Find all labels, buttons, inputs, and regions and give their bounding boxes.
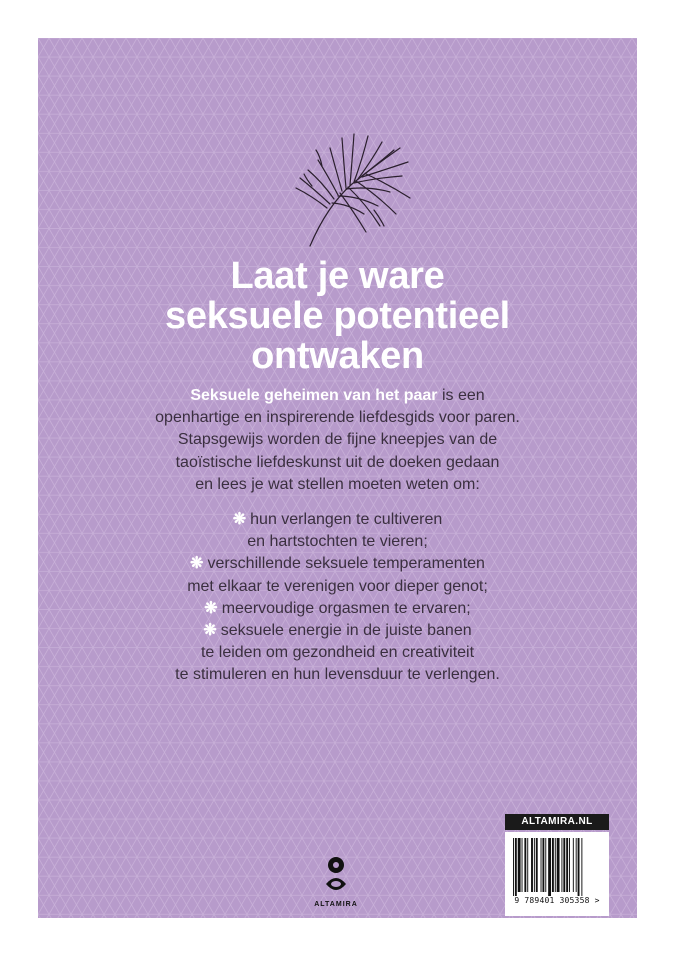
barcode-bar (555, 838, 556, 892)
barcode-bar (531, 838, 533, 892)
barcode-bar (563, 838, 565, 892)
bullet-star-icon: ❋ (204, 599, 218, 617)
bullet-list (38, 509, 637, 687)
barcode-bar (561, 838, 562, 892)
intro-line-4: taoïstische liefdeskunst uit de doeken gedaan (175, 453, 500, 471)
intro-line-5: en lees je wat stellen moeten weten om: (195, 475, 480, 493)
barcode-bar (573, 838, 574, 892)
feather-icon (282, 126, 422, 248)
bullet-2-line-2: met elkaar te verenigen voor dieper genot; (187, 577, 488, 595)
barcode-bar (524, 838, 526, 892)
barcode-bar (548, 838, 551, 896)
publisher-name: ALTAMIRA (314, 901, 358, 908)
barcode-bars (505, 832, 609, 896)
back-cover (38, 38, 637, 918)
intro-line-2: openhartige en inspirerende liefdesgids voor paren. (155, 409, 520, 427)
barcode-bar (545, 838, 546, 892)
bullet-star-icon: ❋ (232, 511, 247, 528)
barcode-bar (557, 838, 560, 892)
bullet-1-line-2: en hartstochten te vieren; (247, 533, 428, 551)
bullet-4-line-3: te stimuleren en hun levensduur te verlengen. (175, 666, 500, 684)
headline (38, 256, 637, 376)
bullet-1-line-1: hun verlangen te cultiveren (250, 511, 443, 528)
barcode-bar (515, 838, 517, 896)
publisher-logo (310, 856, 362, 914)
bullet-item-3 (38, 598, 637, 620)
intro-paragraph (38, 385, 637, 496)
bullet-star-icon: ❋ (203, 622, 217, 640)
barcode-bar (578, 838, 580, 896)
barcode-bar (522, 838, 523, 892)
barcode-bar (566, 838, 568, 892)
bullet-4-line-1: seksuele energie in de juiste banen (220, 622, 472, 640)
bullet-4-line-2: te leiden om gezondheid en creativiteit (200, 644, 475, 662)
bullet-item-2 (38, 553, 637, 575)
bullet-item-1 (38, 509, 637, 531)
barcode-bar (569, 838, 570, 892)
barcode-bar (552, 838, 554, 892)
bullet-3-line-1: meervoudige orgasmen te ervaren; (221, 599, 471, 617)
isbn-number: 9 789401 305358 > (514, 896, 600, 905)
book-title: Seksuele geheimen van het paar (190, 387, 438, 404)
barcode-bar (576, 838, 577, 892)
barcode-bar (518, 838, 521, 892)
bullet-item-4 (38, 620, 637, 642)
headline-line-2: seksuele potentieel (165, 295, 510, 337)
barcode-bar (527, 838, 528, 892)
intro-line-3: Stapsgewijs worden de fijne kneepjes van de (177, 431, 498, 449)
intro-line-1 (38, 385, 637, 407)
bullet-2-line-1: verschillende seksuele temperamenten (207, 555, 485, 573)
barcode-bar (581, 838, 582, 896)
intro-line-1-rest: is een (437, 387, 485, 404)
bullet-star-icon: ❋ (190, 555, 204, 573)
headline-line-3: ontwaken (251, 335, 424, 377)
isbn-barcode (505, 832, 609, 916)
publisher-logo-icon (324, 856, 348, 898)
headline-line-1: Laat je ware (230, 255, 445, 297)
barcode-bar (536, 838, 538, 892)
barcode-bar (513, 838, 514, 896)
barcode-bar (541, 838, 542, 892)
barcode-bar (542, 838, 544, 892)
barcode-bar (534, 838, 535, 892)
website-label: ALTAMIRA.NL (505, 814, 609, 830)
